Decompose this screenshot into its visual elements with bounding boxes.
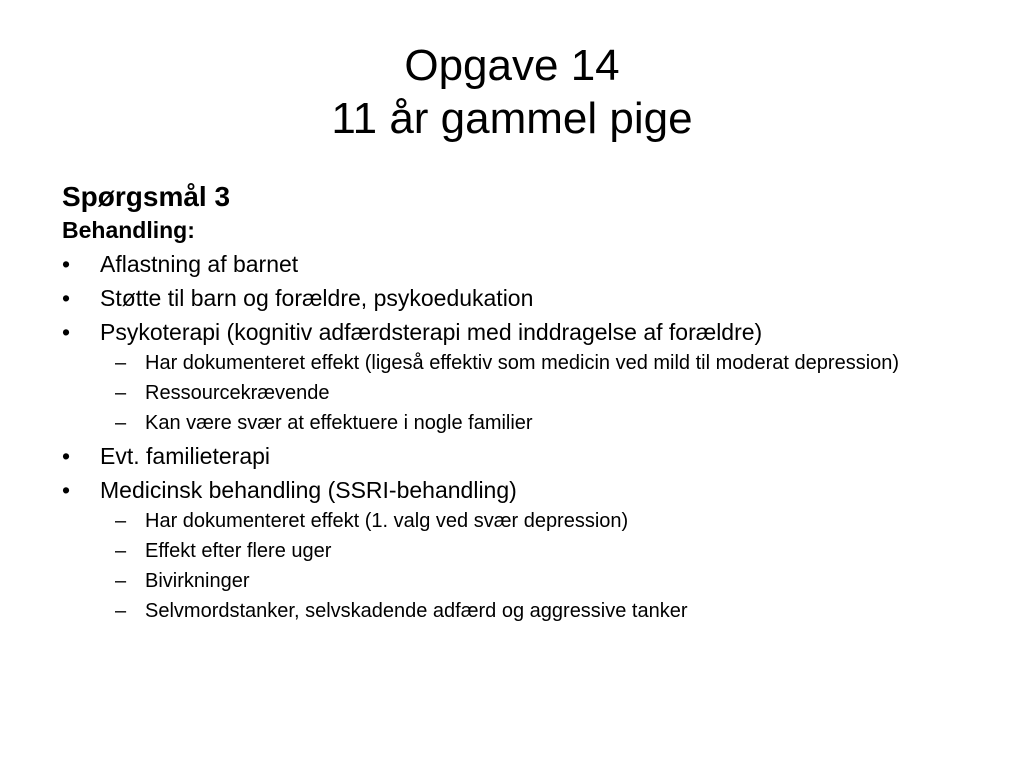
dash-icon: – [115,382,127,404]
bullet-icon: • [62,443,71,469]
sub-bullet-item [62,509,965,534]
sub-bullet-text: Ressourcekrævende [145,382,330,404]
slide-title [0,40,1024,146]
question-heading: Spørgsmål 3 [62,181,231,212]
sub-bullet-text: Bivirkninger [145,570,250,592]
dash-icon: – [115,412,127,434]
bullet-text: Psykoterapi (kognitiv adfærdsterapi med inddragelse af forældre) [100,319,763,345]
bullet-icon: • [62,319,71,345]
sub-bullet-item [62,539,965,564]
dash-icon: – [115,570,127,592]
dash-icon: – [115,540,127,562]
sub-bullet-item [62,411,965,436]
bullet-item [62,318,962,346]
sub-bullet-text: Effekt efter flere uger [145,540,332,562]
sub-bullet-item [62,569,965,594]
slide-body [62,180,962,624]
dash-icon: – [115,600,127,622]
bullet-icon: • [62,251,71,277]
bullet-item [62,284,962,312]
sub-bullet-text: Kan være svær at effektuere i nogle familier [145,412,533,434]
bullet-text: Støtte til barn og forældre, psykoedukation [100,285,534,311]
title-line-1: Opgave 14 [404,41,620,90]
dash-icon: – [115,352,127,374]
title-line-2: 11 år gammel pige [331,93,693,143]
sub-bullet-text: Selvmordstanker, selvskadende adfærd og aggressive tanker [145,600,688,622]
sub-bullet-item [62,351,965,376]
sub-bullet-text: Har dokumenteret effekt (1. valg ved svær depression) [145,510,629,532]
bullet-item [62,250,962,278]
bullet-icon: • [62,477,71,503]
bullet-icon: • [62,285,71,311]
bullet-item [62,442,962,470]
dash-icon: – [115,510,127,532]
sub-bullet-text: Har dokumenteret effekt (ligeså effektiv som medicin ved mild til moderat depression) [145,352,900,374]
sub-bullet-item [62,599,965,624]
bullet-text: Evt. familieterapi [100,443,271,469]
bullet-text: Aflastning af barnet [100,251,299,277]
bullet-text: Medicinsk behandling (SSRI-behandling) [100,477,517,503]
bullet-item [62,476,962,504]
sub-bullet-item [62,381,965,406]
section-heading: Behandling: [62,217,195,243]
